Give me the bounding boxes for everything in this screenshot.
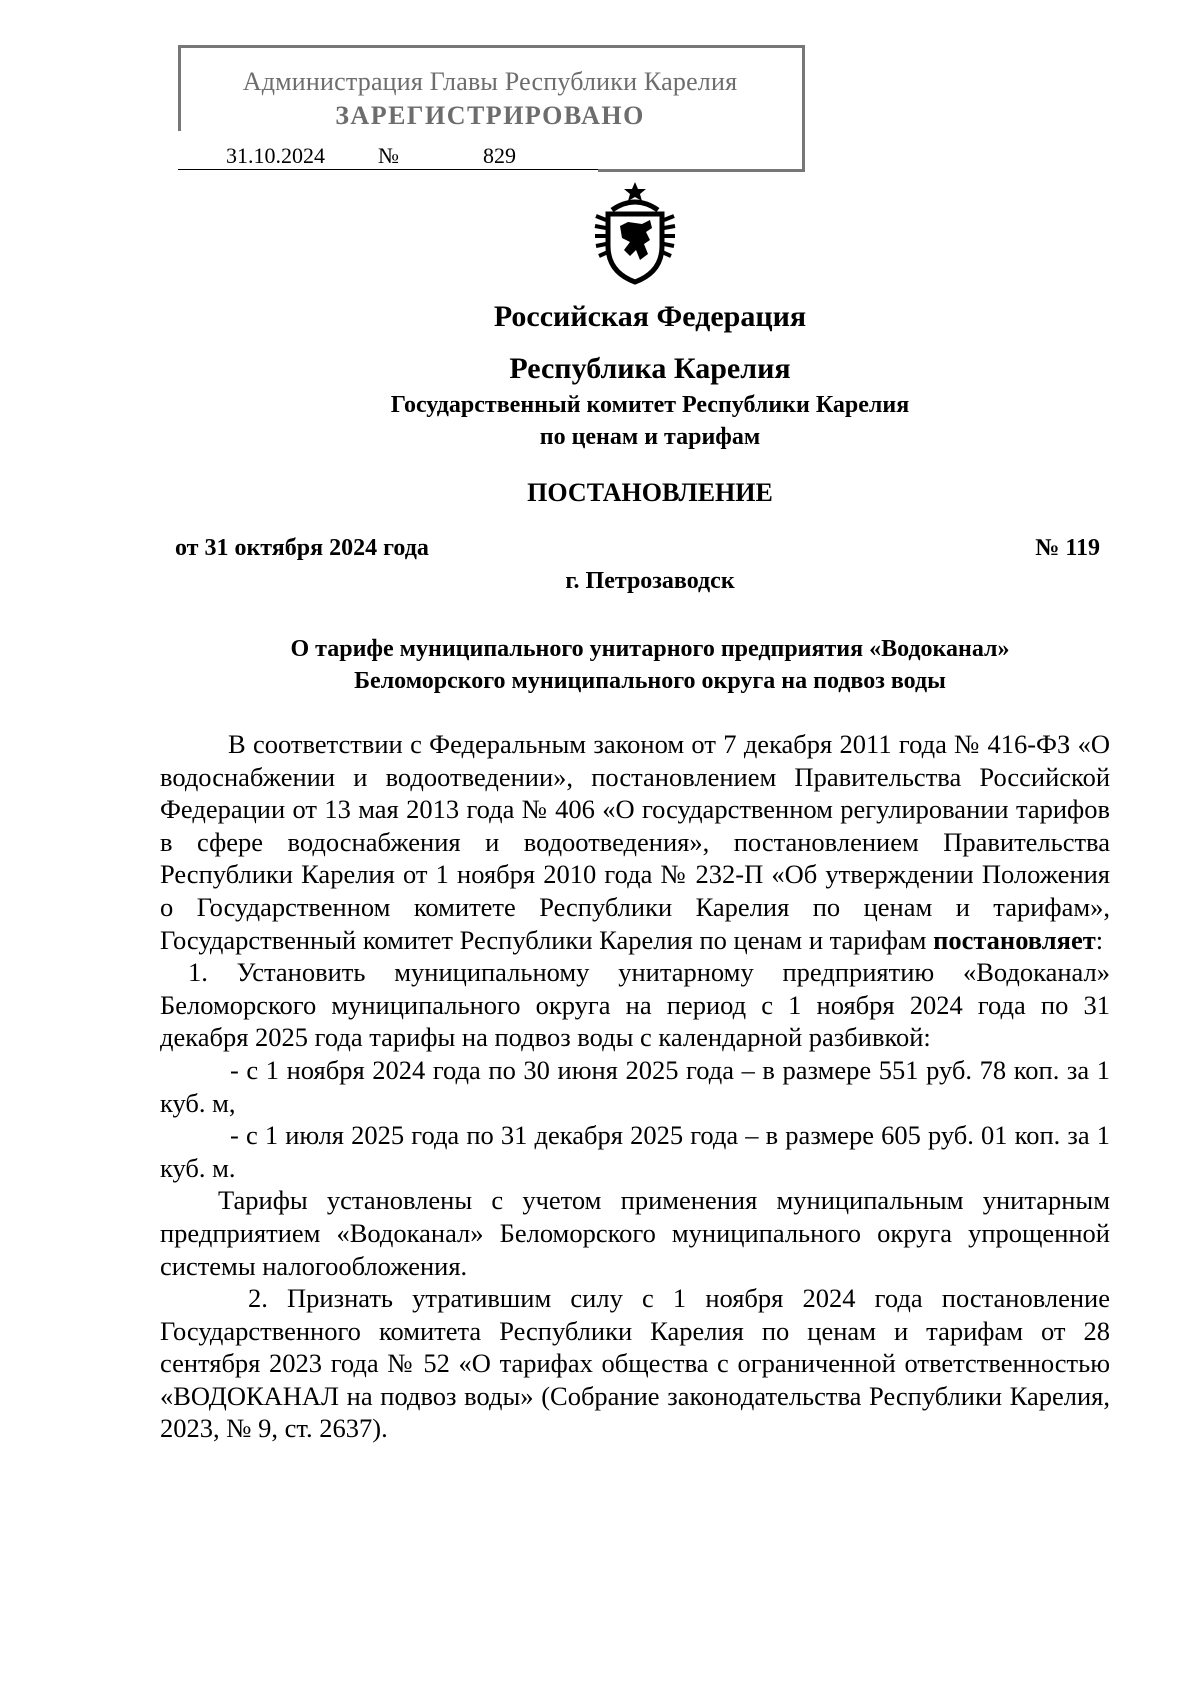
stamp-underline	[178, 169, 598, 170]
resolves-word: постановляет	[933, 924, 1096, 955]
document-title-line2: Беломорского муниципального округа на подвоз воды	[354, 668, 946, 694]
header-authority-subline: по ценам и тарифам	[539, 424, 761, 450]
stamp-registered: ЗАРЕГИСТРИРОВАНО	[335, 101, 645, 130]
stamp-authority: Администрация Главы Республики Карелия	[242, 67, 738, 96]
item-1a-paragraph: - с 1 ноября 2024 года по 30 июня 2025 года – в размере 551 руб. 78 коп. за 1 куб. м,	[160, 1054, 1110, 1118]
document-date: от 31 октября 2024 года	[175, 535, 429, 561]
preamble-paragraph	[160, 728, 1110, 956]
header-country: Российская Федерация	[493, 300, 807, 333]
item-1-paragraph: 1. Установить муниципальному унитарному предприятию «Водоканал» Беломорского муниципального округа на период с 1 ноября 2024 года по 31 декабря 2025 года тарифы на подвоз воды с календарной разбивкой:	[160, 957, 1110, 1053]
stamp-frame	[598, 169, 805, 172]
header-authority: Государственный комитет Республики Карелия	[390, 392, 910, 418]
document-title-line1: О тарифе муниципального унитарного предприятия «Водоканал»	[290, 636, 1010, 662]
stamp-date: 31.10.2024	[226, 143, 325, 168]
document-type: ПОСТАНОВЛЕНИЕ	[527, 478, 773, 507]
resolves-colon: :	[1095, 924, 1104, 955]
stamp-frame	[802, 45, 805, 171]
coat-of-arms-icon	[590, 180, 680, 285]
stamp-number: 829	[483, 143, 516, 168]
stamp-frame	[178, 45, 802, 48]
document-body	[160, 728, 1110, 1445]
document-city: г. Петрозаводск	[565, 568, 735, 594]
tax-note-paragraph: Тарифы установлены с учетом применения муниципальным унитарным предприятием «Водоканал» Беломорского муниципального округа упрощенной системы налогообложения.	[160, 1185, 1110, 1281]
stamp-number-sign: №	[378, 143, 399, 168]
item-1b-paragraph: - с 1 июля 2025 года по 31 декабря 2025 года – в размере 605 руб. 01 коп. за 1 куб. м.	[160, 1120, 1110, 1183]
preamble-text: В соответствии с Федеральным законом от 7 декабря 2011 года № 416-ФЗ «О водоснабжении и водоотведении», постановлением Правительства Российской Федерации от 13 мая 2013 года № 406 «О государственном регулировании тарифов в сфере водоснабжения и водоотведения», постановлением Правительства Республики Карелия от 1 ноября 2010 года № 232-П «Об утверждении Положения о Государственном комитете Республики Карелия по ценам и тарифам», Государственный комитет Республики Карелия по ценам и тарифам	[160, 729, 1110, 955]
registration-stamp	[178, 45, 805, 172]
header-republic: Республика Карелия	[509, 352, 791, 385]
stamp-registration-row	[178, 143, 598, 171]
document-number: № 119	[1035, 535, 1100, 561]
item-2-paragraph: 2. Признать утратившим силу с 1 ноября 2024 года постановление Государственного комитета Республики Карелия по ценам и тарифам от 28 сентября 2023 года № 52 «О тарифах общества с ограниченной ответственностью «ВОДОКАНАЛ на подвоз воды» (Собрание законодательства Республики Карелия, 2023, № 9, ст. 2637).	[160, 1283, 1110, 1444]
